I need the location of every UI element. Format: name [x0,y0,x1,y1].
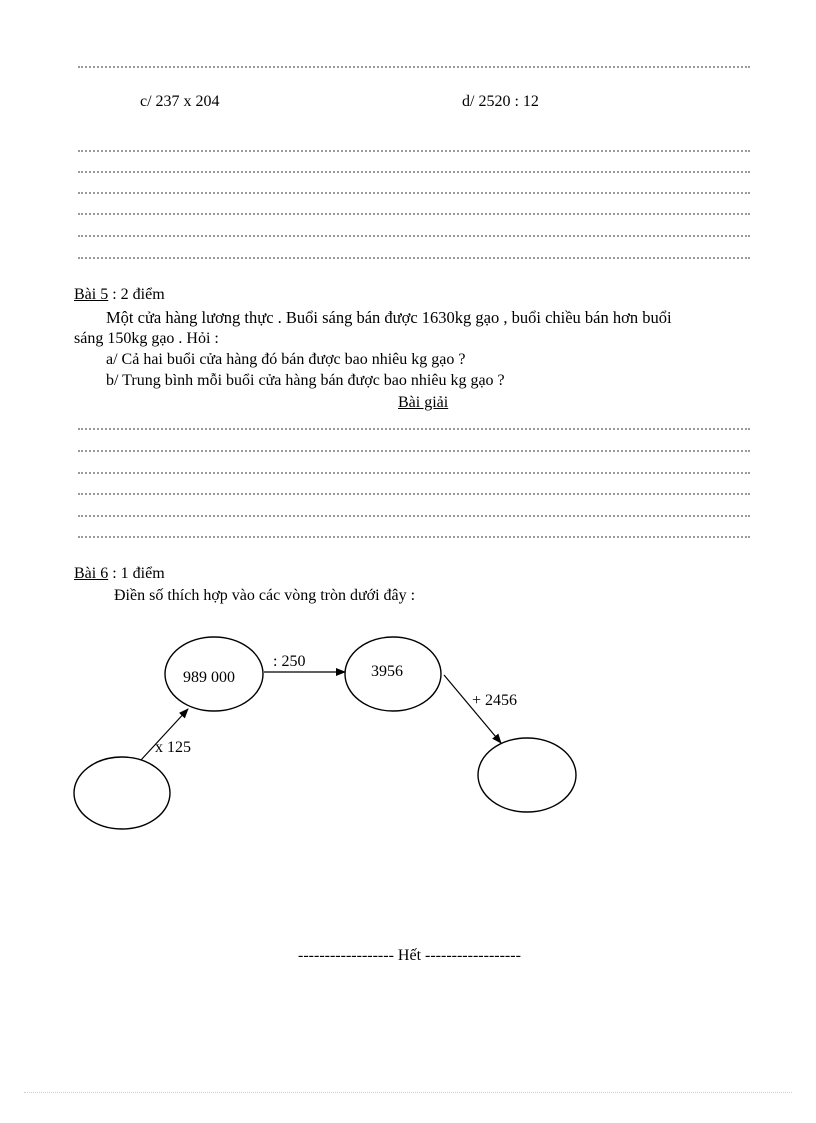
bai6-points: : 1 điểm [108,565,165,582]
arrow-add [444,675,501,743]
circle-start-empty[interactable] [74,757,170,829]
bai5-title: Bài 5 [74,286,109,303]
bai6-title: Bài 6 [74,565,109,582]
bai5-points: : 2 điểm [108,286,165,303]
circle-989000-label: 989 000 [183,669,235,686]
op-add-label: + 2456 [472,692,518,709]
bai5-question-a: a/ Cả hai buổi cửa hàng đó bán được bao nhiêu kg gạo ? [106,351,466,368]
bai6-instruction: Điền số thích hợp vào các vòng tròn dưới đây : [114,587,416,604]
page-bottom-border [24,1092,792,1093]
circle-3956-label: 3956 [371,663,403,680]
bai5-question-b: b/ Trung bình mỗi buổi cửa hàng bán được bao nhiêu kg gạo ? [106,372,505,389]
bai5-problem-line-2: sáng 150kg gạo . Hỏi : [74,330,219,347]
op-multiply-label: x 125 [155,739,191,756]
calculation-c: c/ 237 x 204 [140,93,220,110]
calculation-d: d/ 2520 : 12 [462,93,539,110]
end-marker: ------------------ Hết ------------------ [298,947,521,964]
circle-end-empty[interactable] [478,738,576,812]
op-divide-label: : 250 [273,653,306,670]
bai5-problem-line-1: Một cửa hàng lương thực . Buổi sáng bán được 1630kg gạo , buổi chiều bán hơn buổi [106,308,672,327]
bai5-solution-heading: Bài giải [398,394,449,411]
